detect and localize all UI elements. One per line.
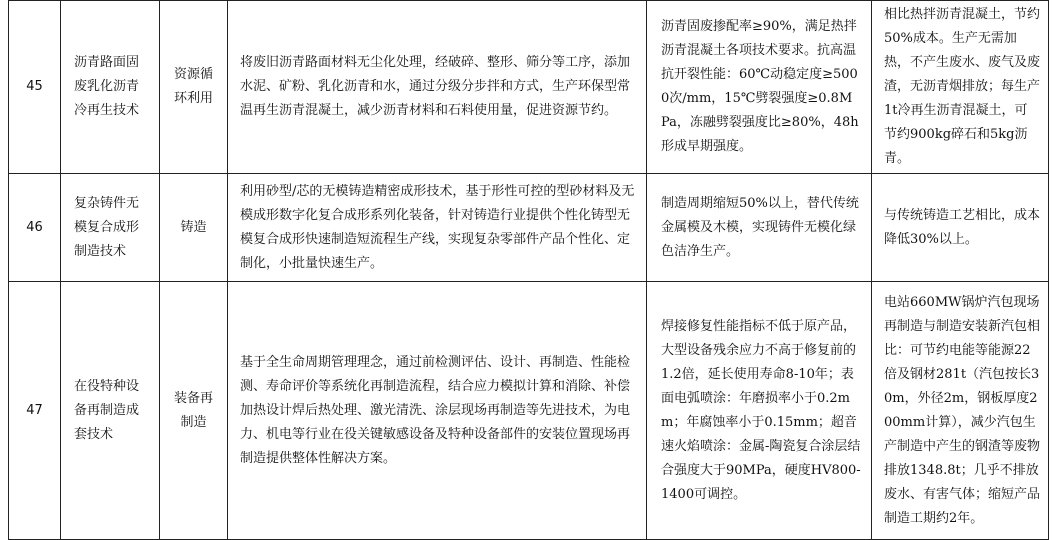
technology-performance: 制造周期缩短50%以上，替代传统金属模及木模，实现铸件无模化绿色洁净生产。	[647, 174, 872, 282]
technology-category: 资源循环利用	[160, 1, 228, 174]
technology-name: 沥青路面固废乳化沥青冷再生技术	[61, 1, 160, 174]
technology-name: 在役特种设备再制造成套技术	[61, 282, 160, 540]
technology-benefit: 电站660MW锅炉汽包现场再制造与制造安装新汽包相比：可节约电能等能源22倍及钢材281t（汽包按长30m，外径2m，钢板厚度200mm计算），减少汽包生产制造中产生的钢渣等废物排放1348.8t；几乎不排放废水、有害气体；缩短产品制造工期约2年。	[872, 282, 1049, 540]
technology-performance: 焊接修复性能指标不低于原产品，大型设备残余应力不高于修复前的1.2倍，延长使用寿命8-10年；表面电弧喷涂：年磨损率小于0.2mm；年腐蚀率小于0.15mm；超音速火焰喷涂：金属-陶瓷复合涂层结合强度大于90MPa，硬度HV800-1400可调控。	[647, 282, 872, 540]
technology-content: 利用砂型/芯的无模铸造精密成形技术，基于形性可控的型砂材料及无模成形数字化复合成形系列化装备，针对铸造行业提供个性化铸型无模复合成形快速制造短流程生产线，实现复杂零部件产品个性化、定制化，小批量快速生产。	[228, 174, 647, 282]
technology-content: 将废旧沥青路面材料无尘化处理，经破碎、整形、筛分等工序，添加水泥、矿粉、乳化沥青和水，通过分级分步拌和方式，生产环保型常温再生沥青混凝土，减少沥青材料和石料使用量，促进资源节约。	[228, 1, 647, 174]
table-row	[9, 174, 1049, 282]
technology-benefit: 与传统铸造工艺相比，成本降低30%以上。	[872, 174, 1049, 282]
row-number: 46	[9, 174, 61, 282]
technology-performance: 沥青固废掺配率≥90%，满足热拌沥青混凝土各项技术要求。抗高温抗开裂性能：60℃动稳定度≥5000次/mm，15℃劈裂强度≥0.8MPa，冻融劈裂强度比≥80%，48h形成早期强度。	[647, 1, 872, 174]
technology-benefit: 相比热拌沥青混凝土，节约50%成本。生产无需加热，不产生废水、废气及废渣，无沥青烟排放；每生产1t冷再生沥青混凝土，可节约900kg碎石和5kg沥青。	[872, 1, 1049, 174]
technology-table	[8, 0, 1049, 540]
row-number: 45	[9, 1, 61, 174]
row-number: 47	[9, 282, 61, 540]
table-row	[9, 282, 1049, 540]
table-row	[9, 1, 1049, 174]
technology-name: 复杂铸件无模复合成形制造技术	[61, 174, 160, 282]
technology-content: 基于全生命周期管理理念，通过前检测评估、设计、再制造、性能检测、寿命评价等系统化再制造流程，结合应力模拟计算和消除、补偿加热设计焊后热处理、激光清洗、涂层现场再制造等先进技术，为电力、机电等行业在役关键敏感设备及特种设备部件的安装位置现场再制造提供整体性解决方案。	[228, 282, 647, 540]
technology-category: 铸造	[160, 174, 228, 282]
technology-category: 装备再制造	[160, 282, 228, 540]
